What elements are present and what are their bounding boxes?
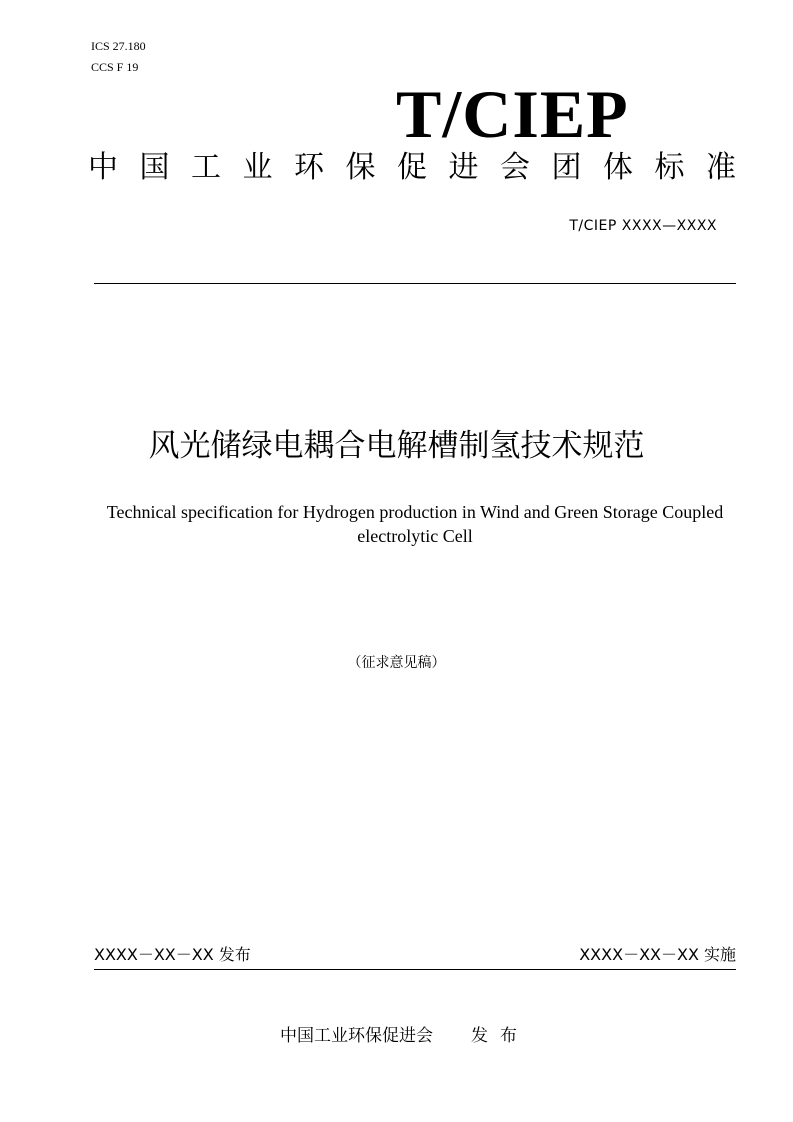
ccs-code: CCS F 19: [91, 60, 139, 74]
implementation-date: XXXX－XX－XX 实施: [579, 945, 736, 964]
heading-char: 中: [88, 150, 118, 185]
heading-char: 进: [448, 150, 479, 185]
bottom-divider: [94, 969, 736, 970]
heading-char: 促: [397, 150, 427, 185]
heading-char: 环: [294, 150, 324, 185]
draft-status: （征求意见稿）: [347, 655, 446, 671]
standard-number: T/CIEP XXXX—XXXX: [569, 218, 717, 234]
publish-date: XXXX－XX－XX 发布: [94, 945, 251, 964]
heading-char: 保: [345, 150, 376, 185]
organization-standard-heading: [88, 150, 736, 185]
heading-char: 体: [603, 150, 633, 185]
heading-char: 工: [191, 150, 221, 185]
heading-char: 标: [654, 150, 685, 185]
chinese-title: 风光储绿电耦合电解槽制氢技术规范: [148, 428, 645, 464]
heading-char: 国: [139, 150, 170, 185]
heading-char: 准: [706, 150, 736, 185]
standard-brand-logo: T/CIEP: [396, 76, 629, 152]
publish-label: 发布: [471, 1026, 529, 1046]
heading-char: 团: [551, 150, 582, 185]
heading-char: 业: [242, 150, 273, 185]
publisher-name: 中国工业环保促进会: [280, 1026, 433, 1046]
publisher-line: [280, 1028, 529, 1045]
heading-char: 会: [500, 150, 530, 185]
ics-code: ICS 27.180: [91, 39, 146, 53]
english-title: Technical specification for Hydrogen production in Wind and Green Storage Coupled electrolytic Cell: [106, 502, 724, 546]
top-divider: [94, 283, 736, 284]
